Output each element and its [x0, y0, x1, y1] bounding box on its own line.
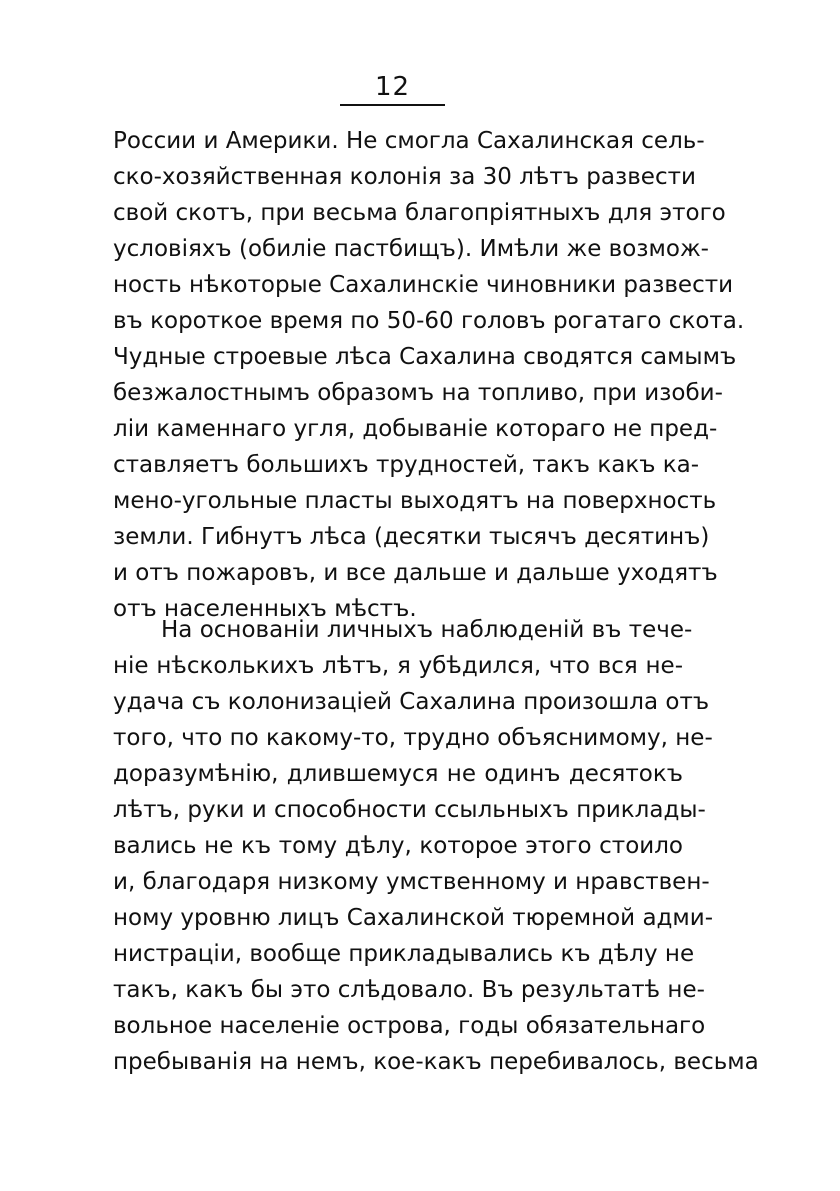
text-line: ліи каменнаго угля, добываніе котораго не пред- — [113, 416, 718, 442]
text-line: вольное населеніе острова, годы обязательнаго — [113, 1013, 706, 1039]
page-number: 12 — [374, 72, 411, 102]
paragraph-2 — [113, 612, 759, 1080]
text-line: того, что по какому-то, трудно объяснимому, не- — [113, 725, 713, 751]
text-line: ско-хозяйственная колонія за 30 лѣтъ развести — [113, 164, 696, 190]
text-line: безжалостнымъ образомъ на топливо, при изоби- — [113, 380, 723, 406]
text-line: ному уровню лицъ Сахалинской тюремной адми- — [113, 905, 714, 931]
text-line: мено-угольные пласты выходятъ на поверхность — [113, 488, 717, 514]
text-line: такъ, какъ бы это слѣдовало. Въ результатѣ не- — [113, 977, 705, 1003]
text-line: На основаніи личныхъ наблюденій въ тече- — [161, 617, 693, 643]
text-line: ность нѣкоторые Сахалинскіе чиновники развести — [113, 272, 734, 298]
text-line: ніе нѣсколькихъ лѣтъ, я убѣдился, что вся не- — [113, 653, 683, 679]
text-line: въ короткое время по 50-60 головъ рогатаго скота. — [113, 308, 745, 334]
text-line: ставляетъ большихъ трудностей, такъ какъ ка- — [113, 452, 700, 478]
text-line: лѣтъ, руки и способности ссыльныхъ приклады- — [113, 797, 706, 823]
text-line: земли. Гибнутъ лѣса (десятки тысячъ десятинъ) — [113, 524, 710, 550]
text-line: условіяхъ (обиліе пастбищъ). Имѣли же возмож- — [113, 236, 709, 262]
text-line: России и Америки. Не смогла Сахалинская сель- — [113, 128, 705, 154]
text-line: отъ населенныхъ мѣстъ. — [113, 596, 417, 622]
text-line: вались не къ тому дѣлу, которое этого стоило — [113, 833, 683, 859]
text-line: и отъ пожаровъ, и все дальше и дальше уходятъ — [113, 560, 718, 586]
paragraph-1 — [113, 123, 745, 627]
page-number-rule — [340, 104, 445, 106]
text-line: свой скотъ, при весьма благопріятныхъ для этого — [113, 200, 726, 226]
text-line: и, благодаря низкому умственному и нравствен- — [113, 869, 710, 895]
text-line: нистраціи, вообще прикладывались къ дѣлу не — [113, 941, 695, 967]
text-line: доразумѣнію, длившемуся не одинъ десятокъ — [113, 761, 683, 787]
text-line: Чудные строевые лѣса Сахалина сводятся самымъ — [113, 344, 737, 370]
text-line: пребыванія на немъ, кое-какъ перебивалось, весьма — [113, 1049, 759, 1075]
text-line: удача съ колонизаціей Сахалина произошла отъ — [113, 689, 710, 715]
